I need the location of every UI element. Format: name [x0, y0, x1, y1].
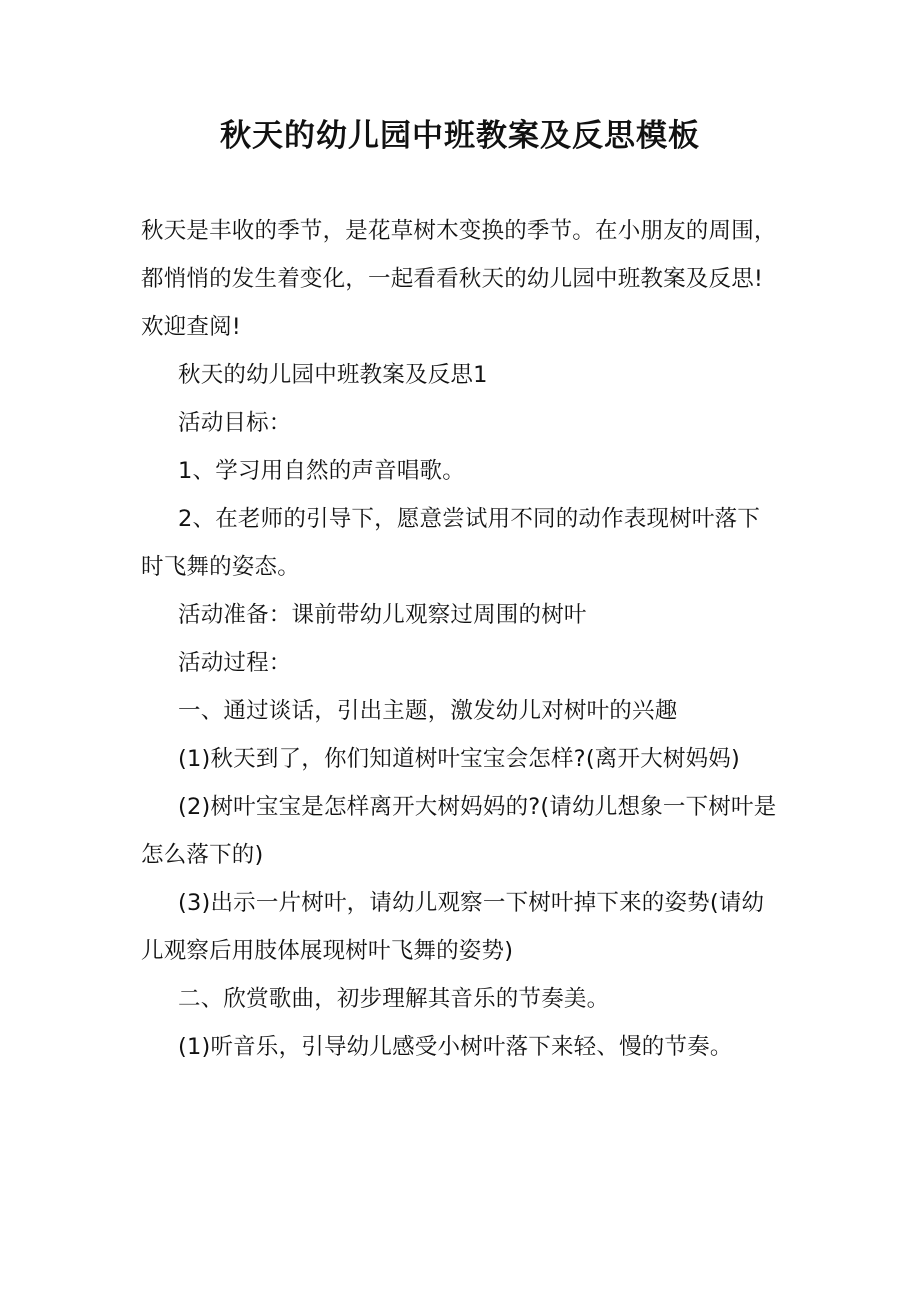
paragraph-step-1-2: (2)树叶宝宝是怎样离开大树妈妈的?(请幼儿想象一下树叶是怎么落下的) — [141, 794, 777, 868]
paragraph-section-heading: 秋天的幼儿园中班教案及反思1 — [178, 362, 488, 388]
paragraph-step-1-1: (1)秋天到了，你们知道树叶宝宝会怎样?(离开大树妈妈) — [178, 746, 740, 772]
paragraph-step-2: 二、欣赏歌曲，初步理解其音乐的节奏美。 — [178, 986, 610, 1012]
paragraph-goals-heading: 活动目标： — [178, 410, 292, 436]
document-body — [141, 207, 781, 1071]
page-title: 秋天的幼儿园中班教案及反思模板 — [220, 118, 700, 154]
paragraph-goal-2: 2、在老师的引导下，愿意尝试用不同的动作表现树叶落下时飞舞的姿态。 — [141, 506, 761, 580]
paragraph-preparation: 活动准备：课前带幼儿观察过周围的树叶 — [178, 602, 587, 628]
paragraph-goal-1: 1、学习用自然的声音唱歌。 — [178, 458, 465, 484]
paragraph-intro: 秋天是丰收的季节，是花草树木变换的季节。在小朋友的周围，都悄悄的发生着变化，一起看看秋天的幼儿园中班教案及反思!欢迎查阅! — [141, 218, 777, 340]
paragraph-step-1-3: (3)出示一片树叶，请幼儿观察一下树叶掉下来的姿势(请幼儿观察后用肢体展现树叶飞舞的姿势) — [141, 890, 765, 964]
paragraph-step-2-1: (1)听音乐，引导幼儿感受小树叶落下来轻、慢的节奏。 — [178, 1034, 733, 1060]
paragraph-process-heading: 活动过程： — [178, 650, 292, 676]
paragraph-step-1: 一、通过谈话，引出主题，激发幼儿对树叶的兴趣 — [178, 698, 678, 724]
